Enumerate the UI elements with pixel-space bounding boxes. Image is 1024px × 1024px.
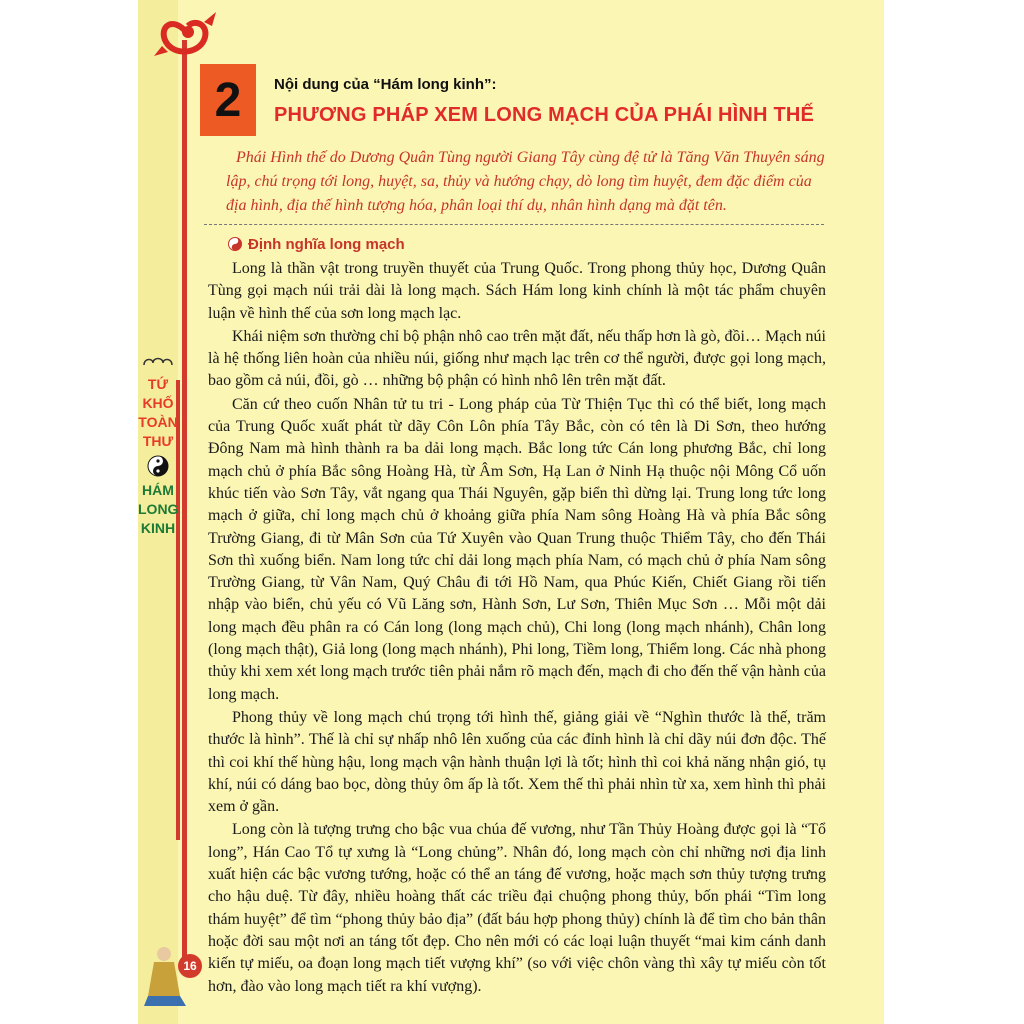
- paragraph: Khái niệm sơn thường chỉ bộ phận nhô cao trên mặt đất, nếu thấp hơn là gò, đồi… Mạch núi là hệ thống liên hoàn của nhiều núi, giống như mạch lạc trên cơ thể người, được gọi long mạch, bao gồm cả núi, đồi, gò … những bộ phận có hình nhô lên trên mặt đất.: [208, 327, 826, 390]
- book-name: HÁM LONG KINH: [138, 482, 179, 536]
- section-supertitle: Nội dung của “Hám long kinh”:: [274, 76, 497, 93]
- page-number: 16: [178, 954, 202, 978]
- section-number-badge: 2: [200, 64, 256, 136]
- book-page: [138, 0, 884, 1024]
- intro-text: Phái Hình thế do Dương Quân Tùng người Giang Tây cùng đệ tử là Tăng Văn Thuyên sáng lập, chú trọng tới long, huyệt, sa, thủy và hướng chạy, dò long tìm huyệt, đem đặc điểm của địa hình, địa thế hình tượng hóa, phân loại thí dụ, nhân hình dạng mà đặt tên.: [226, 149, 825, 214]
- paragraph: Phong thủy về long mạch chú trọng tới hình thế, giảng giải về “Nghìn thước là thế, trăm thước là hình”. Thế là chỉ sự nhấp nhô lên xuống của các đỉnh hình là chỉ dãy núi đơn độc. Thế thì coi khí thế hùng hậu, long mạch vận hành thuận lợi là tốt; hình thì coi khả năng nhận gió, tụ khí, núi có dáng bao bọc, dòng thủy ôm ấp là tốt. Xem thế thì phải nhìn từ xa, xem hình thì phải xem ở gần.: [208, 708, 826, 816]
- section-intro: [226, 146, 826, 218]
- subsection-title: Định nghĩa long mạch: [248, 236, 405, 253]
- dashed-divider: [204, 224, 824, 225]
- margin-red-line: [182, 40, 187, 960]
- paragraph: Long là thần vật trong truyền thuyết của Trung Quốc. Trong phong thủy học, Dương Quân Tùng gọi mạch núi trải dài là long mạch. Sách Hám long kinh chính là một tác phẩm chuyên luận về hình thế của sơn long mạch lạc.: [208, 260, 826, 322]
- dragon-emblem-icon: [152, 4, 224, 64]
- body-text: [208, 258, 826, 999]
- section-title: PHƯƠNG PHÁP XEM LONG MẠCH CỦA PHÁI HÌNH THẾ: [274, 104, 815, 126]
- paragraph: Long còn là tượng trưng cho bậc vua chúa đế vương, như Tần Thủy Hoàng được gọi là “Tổ long”, Hán Cao Tổ tự xưng là “Long chủng”. Nhân đó, long mạch còn chỉ những nơi địa linh xuất hiện các bậc vương tướng, hoặc có thể an táng đế vương, hoặc mạch sơn thủy tượng trưng cho hậu duệ. Từ đây, nhiều hoàng thất các triều đại chuộng phong thủy, bốn phái “Tìm long thám huyệt” để tìm “phong thủy bảo địa” (đất báu hợp phong thủy) chính là để tìm cho bản thân hoặc đời sau một nơi an táng tốt đẹp. Cho nên mới có các loại luận thuyết “mai kim cánh danh kiến tự miếu, oa đoạn long mạch tiết vượng khí” (so với việc chôn vàng thì xây tự miếu còn tốt hơn, đào vào long mạch tiết ra khí vượng).: [208, 821, 826, 995]
- cloud-ornament-icon: [141, 355, 175, 369]
- yin-yang-icon: [147, 455, 169, 477]
- side-series-title: [138, 355, 178, 538]
- series-name: TỨ KHỐ TOÀN THƯ: [138, 376, 178, 449]
- subsection-heading: [228, 236, 405, 253]
- paragraph: Căn cứ theo cuốn Nhân tử tu tri - Long pháp của Từ Thiện Tục thì có thể biết, long mạch của Trung Quốc xuất phát từ dãy Côn Lôn phía Tây Bắc, còn có tên là Di Sơn, theo hướng Đông Nam mà hình thành ra ba dải long mạch. Bắc long tức Cán long phương Bắc, chỉ long mạch chủ ở phía Bắc sông Hoàng Hà, từ Âm Sơn, Hạ Lan ở Ninh Hạ thuộc nội Mông Cổ uốn khúc tiến vào Sơn Tây, vắt ngang qua Thái Nguyên, gặp biển thì dừng lại. Trung long tức long mạch ở giữa, chỉ long mạch chủ ở khoảng giữa phía Nam sông Hoàng Hà và phía Bắc sông Trường Giang, đi từ Mân Sơn của Tứ Xuyên vào Quan Trung thuộc Thiểm Tây, cho đến Thái Sơn thì xuống biển. Nam long tức chỉ dải long mạch phía Nam, có mạch chủ ở phía Nam sông Trường Giang, từ Vân Nam, Quý Châu đi tới Hồ Nam, qua Phúc Kiến, Chiết Giang rồi tiến nhập vào biển, chủ yếu có Vũ Lăng sơn, Hành Sơn, Lư Sơn, Thiên Mục Sơn … Mỗi một dải long mạch đều phân ra có Cán long (long mạch chủ), Chi long (long mạch nhánh), Chân long (long mạch thật), Giả long (long mạch nhánh), Phi long, Tiềm long, Thiểm long. Các nhà phong thủy khi xem xét long mạch trước tiên phải nắm rõ mạch đến, mạch đi cho đến thế vận hành của long mạch.: [208, 395, 826, 703]
- yin-yang-bullet-icon: [228, 237, 242, 251]
